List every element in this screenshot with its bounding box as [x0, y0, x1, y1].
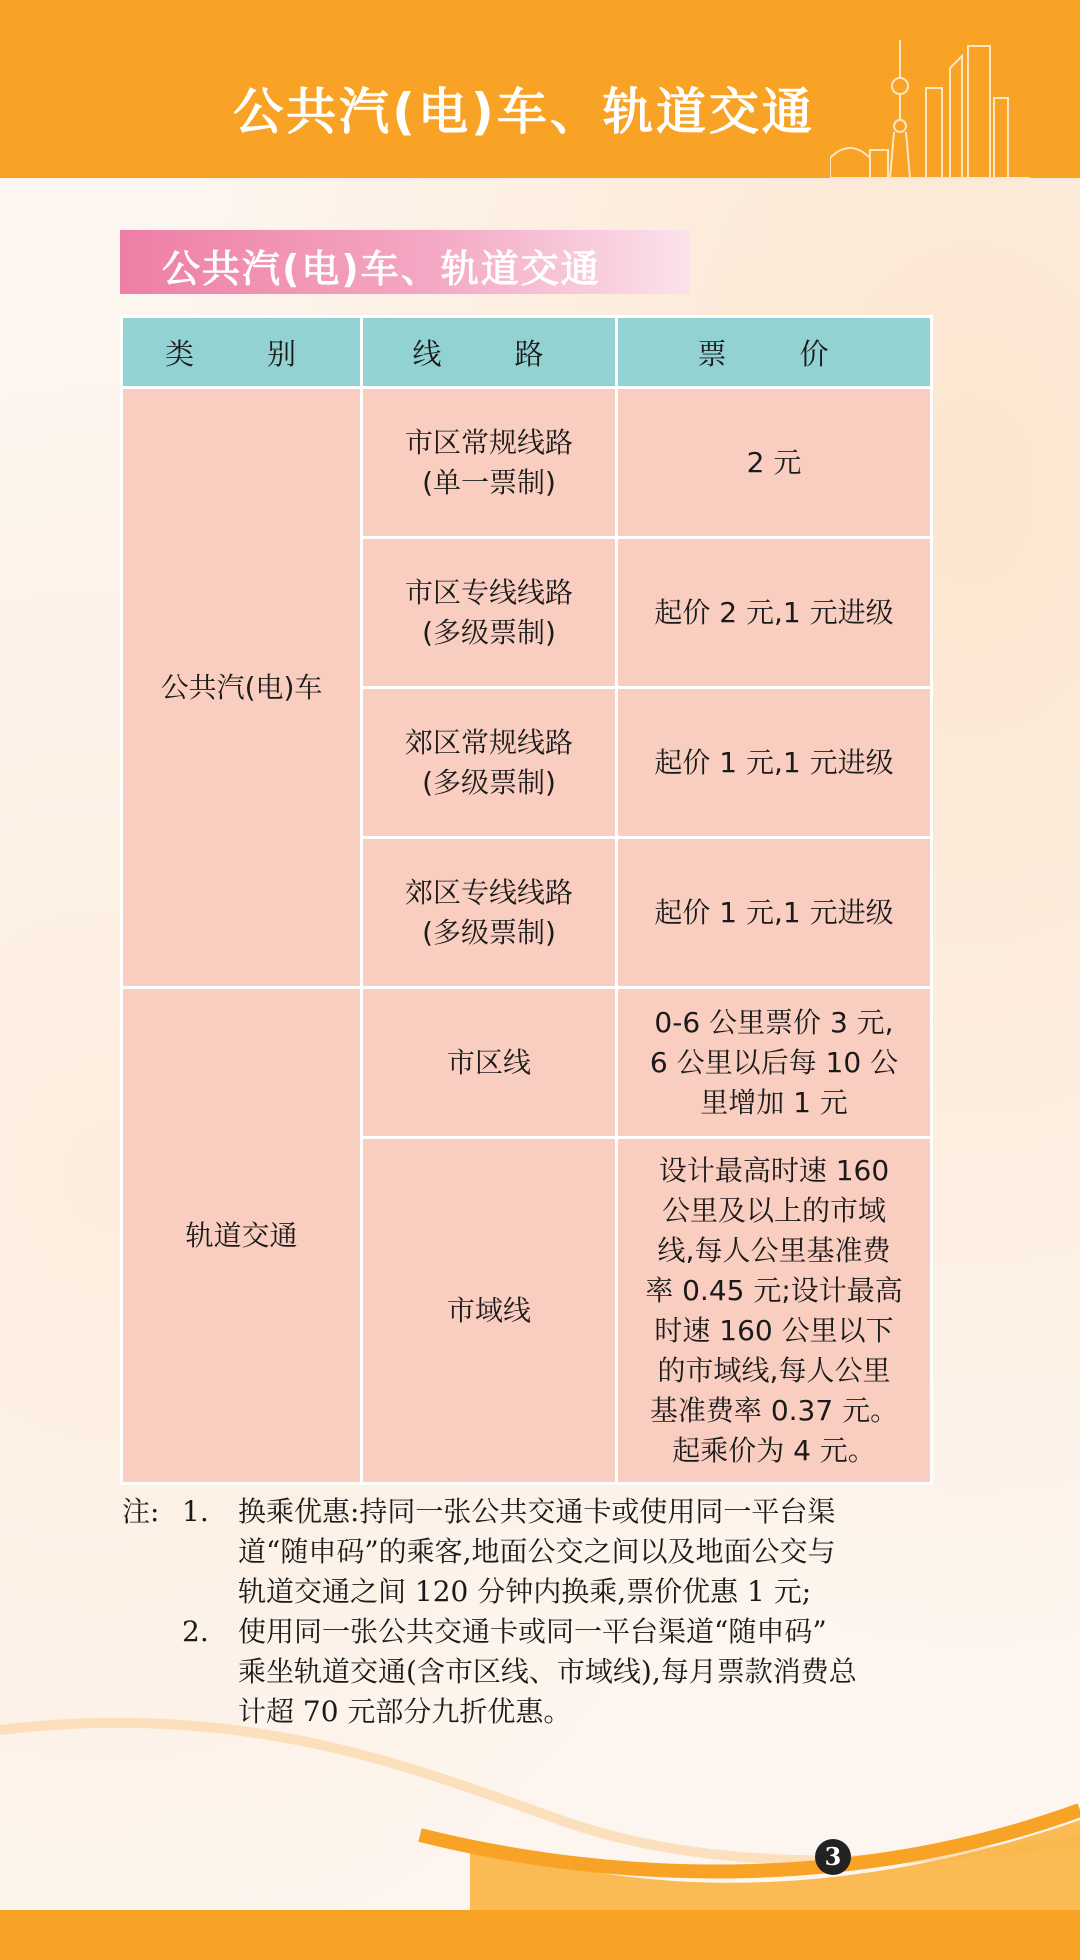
route-cell — [362, 388, 617, 538]
route-cell — [362, 688, 617, 838]
table-row — [122, 988, 932, 1138]
price-line: 时速 160 公里以下 — [654, 1313, 894, 1347]
route-cell: 市区线 — [362, 988, 617, 1138]
page-header — [0, 0, 1080, 178]
notes-label: 注: — [122, 1495, 160, 1528]
notes-section — [122, 1492, 942, 1732]
note-line: 换乘优惠:持同一张公共交通卡或使用同一平台渠 — [238, 1495, 836, 1528]
category-rail: 轨道交通 — [122, 988, 362, 1484]
table-header-row — [122, 317, 932, 388]
price-line: 设计最高时速 160 — [658, 1153, 890, 1187]
route-line: 市区常规线路 — [404, 425, 573, 459]
price-cell: 起价 2 元,1 元进级 — [617, 538, 932, 688]
header-category: 类 别 — [122, 317, 362, 388]
city-skyline-icon — [830, 38, 1030, 178]
note-line: 轨道交通之间 120 分钟内换乘,票价优惠 1 元; — [238, 1575, 812, 1608]
price-line: 的市域线,每人公里 — [657, 1353, 891, 1387]
header-title: 公共汽(电)车、轨道交通 — [233, 83, 815, 141]
note-number: 1. — [182, 1495, 209, 1528]
price-cell: 起价 1 元,1 元进级 — [617, 688, 932, 838]
header-price: 票 价 — [617, 317, 932, 388]
price-line: 0-6 公里票价 3 元, — [654, 1005, 894, 1039]
price-cell: 2 元 — [617, 388, 932, 538]
category-bus: 公共汽(电)车 — [122, 388, 362, 988]
price-line: 6 公里以后每 10 公 — [649, 1045, 899, 1079]
route-line: 郊区常规线路 — [404, 725, 573, 759]
price-line: 线,每人公里基准费 — [657, 1233, 891, 1267]
wave-decoration — [0, 1710, 1080, 1910]
route-cell: 市域线 — [362, 1138, 617, 1484]
price-cell — [617, 1138, 932, 1484]
route-line: (多级票制) — [422, 915, 556, 949]
price-cell — [617, 988, 932, 1138]
page-footer-bar — [0, 1910, 1080, 1960]
price-line: 里增加 1 元 — [700, 1085, 848, 1119]
price-cell: 起价 1 元,1 元进级 — [617, 838, 932, 988]
fare-table — [120, 315, 933, 1485]
header-route: 线 路 — [362, 317, 617, 388]
route-line: 市区专线线路 — [404, 575, 573, 609]
route-line: (多级票制) — [422, 765, 556, 799]
price-line: 起乘价为 4 元。 — [672, 1433, 876, 1467]
table-row — [122, 388, 932, 538]
note-text — [208, 1492, 942, 1612]
route-cell — [362, 838, 617, 988]
note-line: 乘坐轨道交通(含市区线、市域线),每月票款消费总 — [238, 1655, 857, 1688]
price-line: 公里及以上的市域 — [661, 1193, 886, 1227]
price-line: 率 0.45 元;设计最高 — [645, 1273, 903, 1307]
route-line: 郊区专线线路 — [404, 875, 573, 909]
note-item — [122, 1492, 942, 1612]
note-line: 使用同一张公共交通卡或同一平台渠道“随申码” — [238, 1615, 827, 1648]
route-line: (单一票制) — [422, 465, 556, 499]
route-line: (多级票制) — [422, 615, 556, 649]
section-title-tag — [120, 230, 690, 294]
section-title: 公共汽(电)车、轨道交通 — [162, 247, 601, 291]
note-number: 2. — [182, 1615, 209, 1648]
route-cell — [362, 538, 617, 688]
note-line: 计超 70 元部分九折优惠。 — [238, 1695, 572, 1728]
price-line: 基准费率 0.37 元。 — [649, 1393, 899, 1427]
note-line: 道“随申码”的乘客,地面公交之间以及地面公交与 — [238, 1535, 836, 1568]
page-number: 3 — [815, 1839, 851, 1875]
